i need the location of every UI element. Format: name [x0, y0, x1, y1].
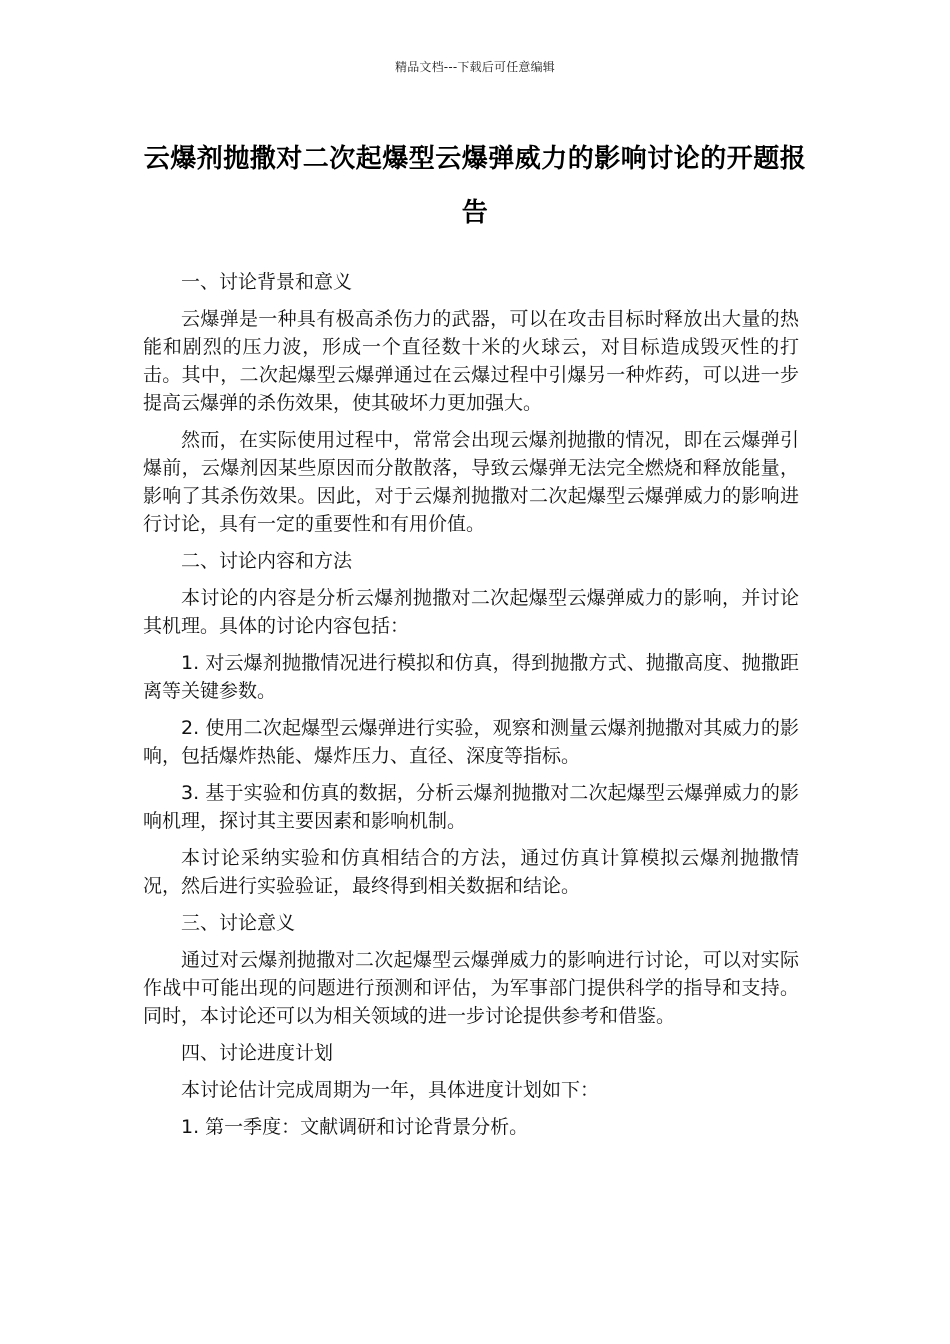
section-heading-schedule: 四、讨论进度计划 — [181, 1042, 334, 1064]
section-heading-significance: 三、讨论意义 — [181, 912, 296, 934]
paragraph: 本讨论的内容是分析云爆剂抛撒对二次起爆型云爆弹威力的影响，并讨论其机理。具体的讨论内容包括： — [143, 587, 799, 637]
paragraph: 本讨论估计完成周期为一年，具体进度计划如下： — [181, 1079, 600, 1101]
list-item: 1. 对云爆剂抛撒情况进行模拟和仿真，得到抛撒方式、抛撒高度、抛撒距离等关键参数。 — [143, 652, 799, 702]
paragraph: 本讨论采纳实验和仿真相结合的方法，通过仿真计算模拟云爆剂抛撒情况，然后进行实验验证，最终得到相关数据和结论。 — [143, 847, 799, 897]
section-heading-background: 一、讨论背景和意义 — [181, 271, 353, 293]
paragraph: 然而，在实际使用过程中，常常会出现云爆剂抛撒的情况，即在云爆弹引爆前，云爆剂因某些原因而分散散落，导致云爆弹无法完全燃烧和释放能量，影响了其杀伤效果。因此，对于云爆剂抛撒对二次起爆型云爆弹威力的影响进行讨论，具有一定的重要性和有用价值。 — [143, 429, 799, 535]
document-body — [143, 268, 799, 1150]
document-title: 云爆剂抛撒对二次起爆型云爆弹威力的影响讨论的开题报告 — [143, 144, 807, 228]
header-note: 精品文档---下载后可任意编辑 — [395, 60, 555, 74]
paragraph: 云爆弹是一种具有极高杀伤力的武器，可以在攻击目标时释放出大量的热能和剧烈的压力波，形成一个直径数十米的火球云，对目标造成毁灭性的打击。其中，二次起爆型云爆弹通过在云爆过程中引爆另一种炸药，可以进一步提高云爆弹的杀伤效果，使其破坏力更加强大。 — [143, 308, 799, 414]
paragraph: 通过对云爆剂抛撒对二次起爆型云爆弹威力的影响进行讨论，可以对实际作战中可能出现的问题进行预测和评估，为军事部门提供科学的指导和支持。同时，本讨论还可以为相关领域的进一步讨论提供参考和借鉴。 — [143, 949, 799, 1027]
list-item: 1. 第一季度：文献调研和讨论背景分析。 — [181, 1116, 529, 1138]
list-item: 2. 使用二次起爆型云爆弹进行实验，观察和测量云爆剂抛撒对其威力的影响，包括爆炸热能、爆炸压力、直径、深度等指标。 — [143, 717, 799, 767]
section-heading-content-method: 二、讨论内容和方法 — [181, 550, 353, 572]
list-item: 3. 基于实验和仿真的数据，分析云爆剂抛撒对二次起爆型云爆弹威力的影响机理，探讨其主要因素和影响机制。 — [143, 782, 799, 832]
